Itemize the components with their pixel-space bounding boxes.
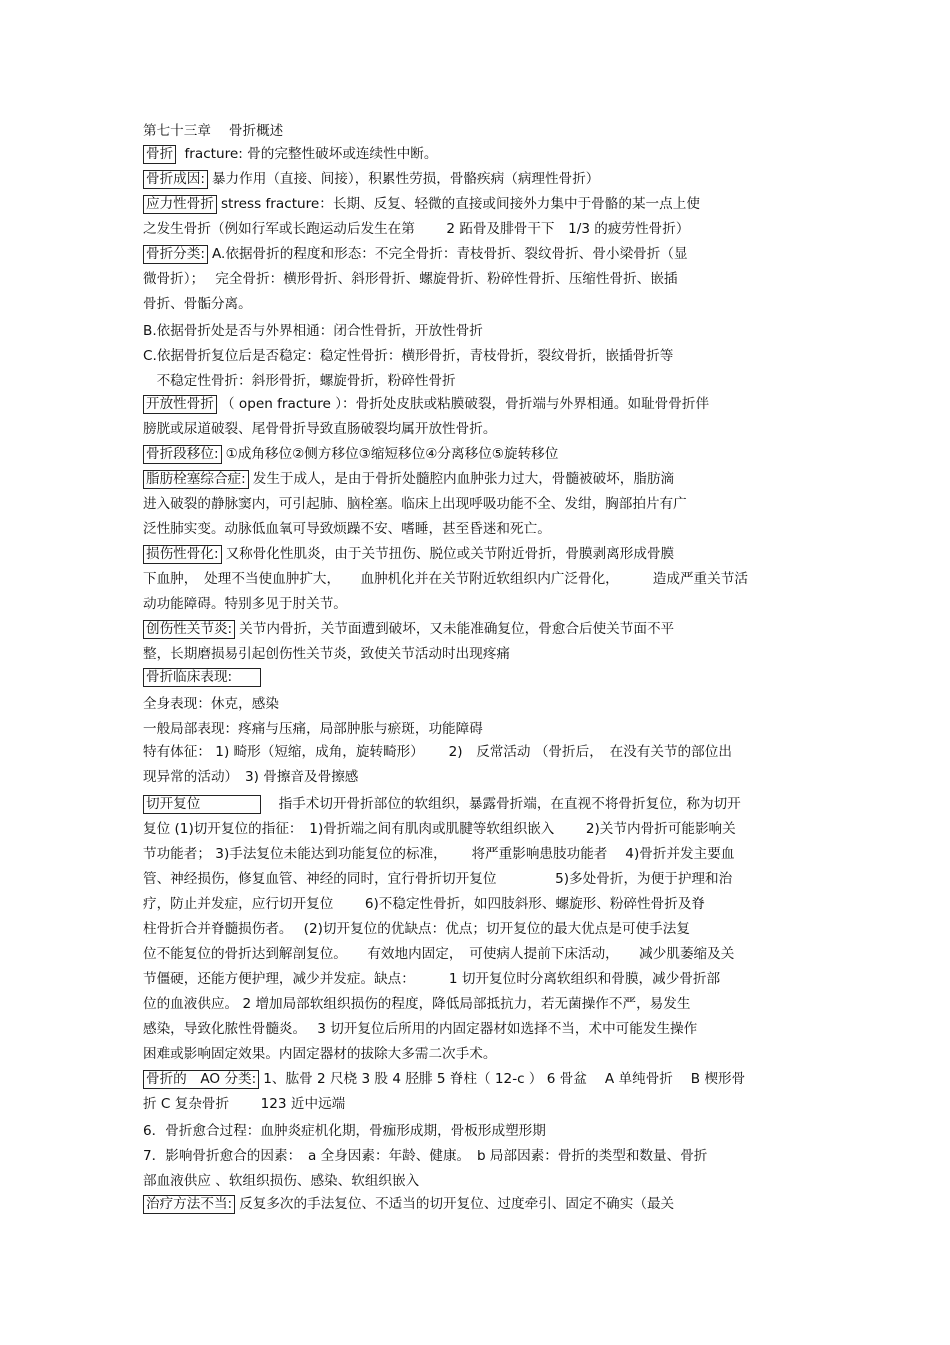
text-local: 一般局部表现：疼痛与压痛，局部肿胀与瘀斑，功能障碍: [143, 721, 483, 737]
text-class-1: A.依据骨折的程度和形态：不完全骨折：青枝骨折、裂纹骨折、骨小梁骨折（显: [211, 246, 688, 262]
term-clinical: 骨折临床表现:: [143, 668, 261, 687]
line-chapter: [143, 122, 813, 140]
line-class-1: [143, 245, 813, 264]
text-open-1: （ open fracture ）：骨折处皮肤或粘膜破裂，骨折端与外界相通。如耻骨骨折伴: [220, 396, 710, 412]
text-fat-1: 发生于成人，是由于骨折处髓腔内血肿张力过大，骨髓被破坏，脂肪滴: [252, 471, 675, 487]
term-arth-1: 创伤性关节炎:: [143, 620, 235, 639]
text-orif-2: 复位 (1)切开复位的指征： 1)骨折端之间有肌肉或肌腱等软组织嵌入 2)关节内骨折可能影响关: [143, 821, 736, 837]
line-stress-2: [143, 220, 813, 238]
text-arth-2: 整，长期磨损易引起创伤性关节炎，致使关节活动时出现疼痛: [143, 646, 511, 662]
term-ossify-1: 损伤性骨化:: [143, 545, 222, 564]
line-orif-2: [143, 820, 813, 838]
text-orif-3: 节功能者； 3)手法复位未能达到功能复位的标准， 将严重影响患肢功能者 4)骨折并发主要血: [143, 846, 735, 862]
line-orif-4: [143, 870, 813, 888]
line-fat-3: [143, 520, 813, 538]
line-sign-2: [143, 768, 813, 786]
line-arth-2: [143, 645, 813, 663]
line-orif-1: [143, 795, 813, 814]
text-healing: 6．骨折愈合过程：血肿炎症机化期，骨痂形成期，骨板形成塑形期: [143, 1123, 546, 1139]
line-orif-5: [143, 895, 813, 913]
line-class-3: [143, 295, 813, 313]
line-class-c: [143, 347, 813, 365]
text-fracture-cause: 暴力作用（直接、间接），积累性劳损，骨骼疾病（病理性骨折）: [211, 171, 600, 187]
text-class-3: 骨折、骨骺分离。: [143, 296, 252, 312]
line-ossify-2: [143, 570, 813, 588]
line-ossify-1: [143, 545, 813, 564]
text-improper: 反复多次的手法复位、不适当的切开复位、过度牵引、固定不确实（最关: [239, 1196, 675, 1212]
text-class-c: C.依据骨折复位后是否稳定：稳定性骨折：横形骨折，青枝骨折，裂纹骨折，嵌插骨折等: [143, 348, 674, 364]
term-ao-1: 骨折的 AO 分类:: [143, 1070, 259, 1089]
line-fracture-cause: [143, 170, 813, 189]
text-orif-6: 柱骨折合并脊髓损伤者。 (2)切开复位的优缺点：优点；切开复位的最大优点是可使手法复: [143, 921, 690, 937]
line-ossify-3: [143, 595, 813, 613]
text-orif-10: 感染，导致化脓性骨髓炎。 3 切开复位后所用的内固定器材如选择不当，术中可能发生操作: [143, 1021, 698, 1037]
text-class-b: B.依据骨折处是否与外界相通：闭合性骨折，开放性骨折: [143, 323, 483, 339]
text-factor-1: 7．影响骨折愈合的因素： a 全身因素：年龄、健康。 b 局部因素：骨折的类型和数量、骨折: [143, 1148, 708, 1164]
term-open-1: 开放性骨折: [143, 395, 217, 414]
line-orif-6: [143, 920, 813, 938]
text-stress-2: 之发生骨折（例如行军或长跑运动后发生在第 2 跖骨及腓骨干下 1/3 的疲劳性骨折）: [143, 221, 690, 237]
text-open-2: 膀胱或尿道破裂、尾骨骨折导致直肠破裂均属开放性骨折。: [143, 421, 497, 437]
text-orif-7: 位不能复位的骨折达到解剖复位。 有效地内固定， 可使病人提前下床活动， 减少肌萎缩及关: [143, 946, 735, 962]
text-ossify-3: 动功能障碍。特别多见于肘关节。: [143, 596, 347, 612]
text-orif-5: 疗，防止并发症，应行切开复位 6)不稳定性骨折，如四肢斜形、螺旋形、粉碎性骨折及脊: [143, 896, 706, 912]
line-orif-7: [143, 945, 813, 963]
line-orif-10: [143, 1020, 813, 1038]
text-orif-9: 位的血液供应。 2 增加局部软组织损伤的程度，降低局部抵抗力，若无菌操作不严，易发生: [143, 996, 691, 1012]
text-chapter: 第七十三章 骨折概述: [143, 123, 284, 139]
line-orif-11: [143, 1045, 813, 1063]
line-improper: [143, 1195, 813, 1214]
term-orif-1: 切开复位: [143, 795, 261, 814]
line-class-b: [143, 322, 813, 340]
line-fat-2: [143, 495, 813, 513]
term-fracture-def: 骨折: [143, 145, 176, 164]
text-class-c2: 不稳定性骨折：斜形骨折，螺旋骨折，粉碎性骨折: [143, 373, 456, 389]
line-open-2: [143, 420, 813, 438]
line-open-1: [143, 395, 813, 414]
text-displace: ①成角移位②侧方移位③缩短移位④分离移位⑤旋转移位: [225, 446, 559, 462]
line-factor-1: [143, 1147, 813, 1165]
text-sign-2: 现异常的活动） 3) 骨擦音及骨擦感: [143, 769, 359, 785]
line-orif-3: [143, 845, 813, 863]
line-stress-1: [143, 195, 813, 214]
text-orif-11: 困难或影响固定效果。内固定器材的拔除大多需二次手术。: [143, 1046, 497, 1062]
text-ao-2: 折 C 复杂骨折 123 近中远端: [143, 1096, 346, 1112]
text-factor-2: 部血液供应 、软组织损伤、感染、软组织嵌入: [143, 1173, 420, 1189]
line-displace: [143, 445, 813, 464]
term-improper: 治疗方法不当:: [143, 1195, 235, 1214]
line-class-2: [143, 270, 813, 288]
text-orif-4: 管、神经损伤，修复血管、神经的同时，宜行骨折切开复位 5)多处骨折，为便于护理和治: [143, 871, 733, 887]
term-fat-1: 脂肪栓塞综合症:: [143, 470, 249, 489]
line-fat-1: [143, 470, 813, 489]
line-clinical: [143, 668, 813, 687]
line-ao-2: [143, 1095, 813, 1113]
line-orif-8: [143, 970, 813, 988]
text-sign-1: 特有体征： 1) 畸形（短缩，成角，旋转畸形） 2) 反常活动 （骨折后， 在没有关节的部位出: [143, 744, 732, 760]
text-sys: 全身表现：休克，感染: [143, 696, 279, 712]
line-sign-1: [143, 743, 813, 761]
line-ao-1: [143, 1070, 813, 1089]
line-class-c2: [143, 372, 813, 390]
term-fracture-cause: 骨折成因:: [143, 170, 208, 189]
text-ossify-1: 又称骨化性肌炎，由于关节扭伤、脱位或关节附近骨折，骨膜剥离形成骨膜: [225, 546, 675, 562]
text-orif-8: 节僵硬，还能方便护理，减少并发症。缺点： 1 切开复位时分离软组织和骨膜，减少骨折部: [143, 971, 721, 987]
text-arth-1: 关节内骨折，关节面遭到破坏，又未能准确复位，骨愈合后使关节面不平: [239, 621, 675, 637]
text-fat-3: 泛性肺实变。动脉低血氧可导致烦躁不安、嗜睡，甚至昏迷和死亡。: [143, 521, 551, 537]
line-sys: [143, 695, 813, 713]
text-ossify-2: 下血肿， 处理不当使血肿扩大， 血肿机化并在关节附近软组织内广泛骨化， 造成严重关节活: [143, 571, 748, 587]
term-displace: 骨折段移位:: [143, 445, 222, 464]
term-stress-1: 应力性骨折: [143, 195, 217, 214]
line-fracture-def: [143, 145, 813, 164]
term-class-1: 骨折分类:: [143, 245, 208, 264]
text-orif-1: 指手术切开骨折部位的软组织，暴露骨折端，在直视不将骨折复位，称为切开: [265, 796, 741, 812]
line-factor-2: [143, 1172, 813, 1190]
line-local: [143, 720, 813, 738]
text-stress-1: stress fracture：长期、反复、轻微的直接或间接外力集中于骨骼的某一点上使: [220, 196, 700, 212]
text-class-2: 微骨折）； 完全骨折：横形骨折、斜形骨折、螺旋骨折、粉碎性骨折、压缩性骨折、嵌插: [143, 271, 678, 287]
text-ao-1: 1、肱骨 2 尺桡 3 股 4 胫腓 5 脊柱（ 12-c ） 6 骨盆 A 单纯骨折 B 楔形骨: [263, 1071, 746, 1087]
text-fracture-def: fracture: 骨的完整性破坏或连续性中断。: [180, 146, 438, 162]
line-orif-9: [143, 995, 813, 1013]
line-healing: [143, 1122, 813, 1140]
text-fat-2: 进入破裂的静脉窦内，可引起肺、脑栓塞。临床上出现呼吸功能不全、发绀，胸部拍片有广: [143, 496, 687, 512]
line-arth-1: [143, 620, 813, 639]
